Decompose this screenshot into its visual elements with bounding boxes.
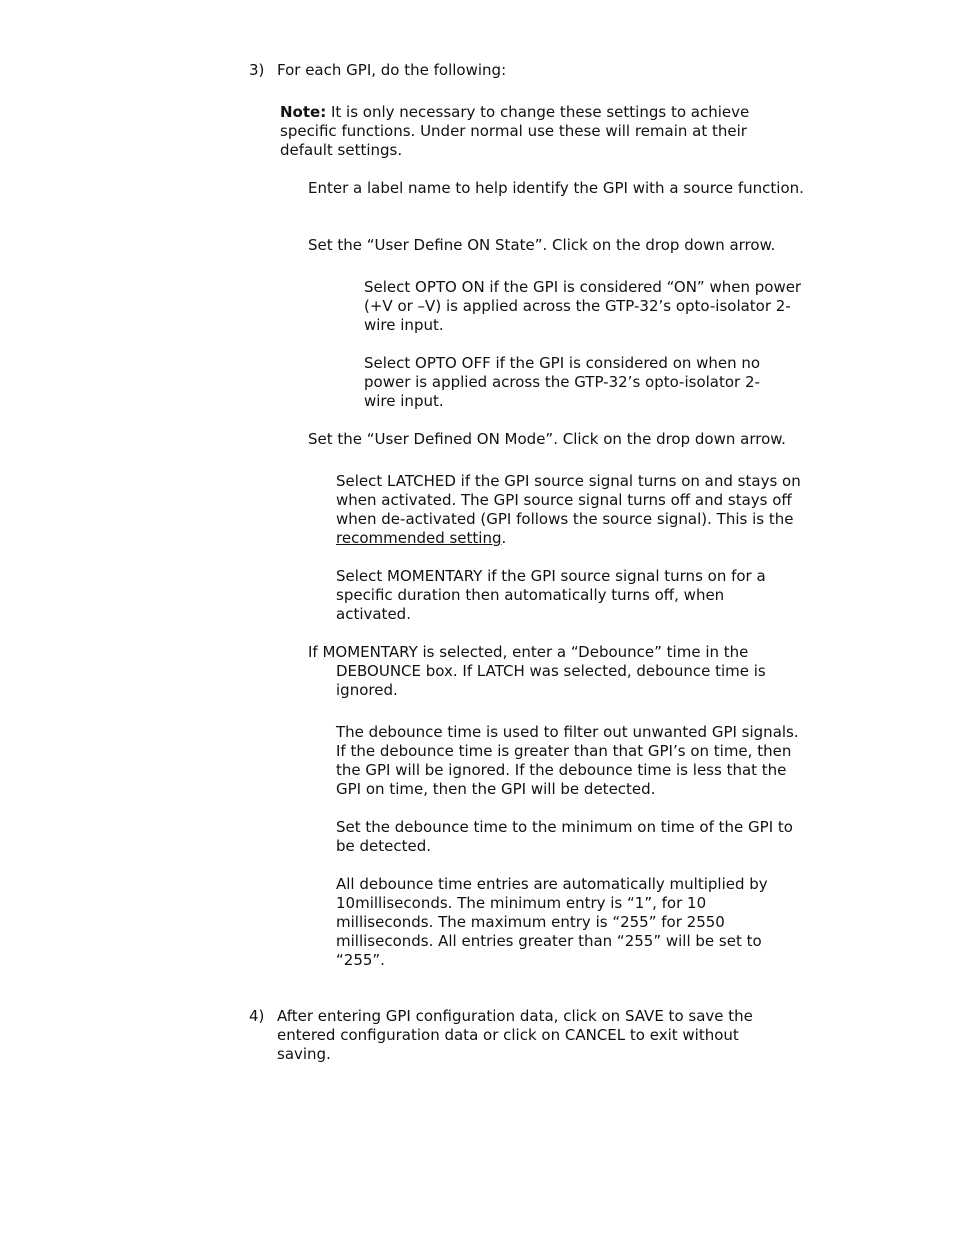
on-mode-instruction: Set the “User Defined ON Mode”. Click on the drop down arrow.: [308, 430, 786, 448]
on-state-instruction: Set the “User Define ON State”. Click on the drop down arrow.: [308, 236, 776, 254]
note-label: Note:: [280, 103, 327, 121]
step-4-text: After entering GPI configuration data, click on SAVE to save the entered configuration data or click on CANCEL to exit without saving.: [277, 1007, 753, 1063]
step-3: [249, 61, 809, 80]
debounce-entries-paragraph: All debounce time entries are automatically multiplied by 10milliseconds. The minimum entry is “1”, for 10 milliseconds. The maximum entry is “255” for 2550 milliseconds. All entries greater than “255” will be set to “255”.: [336, 875, 768, 969]
debounce-instruction: If MOMENTARY is selected, enter a “Debounce” time in the DEBOUNCE box. If LATCH was selected, debounce time is ignored.: [308, 643, 766, 699]
debounce-minimum-paragraph: Set the debounce time to the minimum on time of the GPI to be detected.: [336, 818, 793, 855]
step-3-number: 3): [249, 61, 265, 79]
latched-end: .: [501, 529, 507, 547]
momentary-paragraph: Select MOMENTARY if the GPI source signal turns on for a specific duration then automatically turns off, when activated.: [336, 567, 766, 623]
note-text: It is only necessary to change these settings to achieve specific functions. Under normal use these will remain at their default settings.: [280, 103, 750, 159]
step-3-text: For each GPI, do the following:: [277, 61, 507, 79]
recommended-setting-text: recommended setting: [336, 529, 502, 547]
latched-paragraph: [336, 472, 811, 548]
label-instruction: Enter a label name to help identify the GPI with a source function.: [308, 179, 804, 197]
opto-on-paragraph: Select OPTO ON if the GPI is considered “ON” when power (+V or –V) is applied across the GTP-32’s opto-isolator 2-wire input.: [364, 278, 802, 334]
step-4: [249, 1007, 794, 1064]
latched-text: Select LATCHED if the GPI source signal turns on and stays on when activated. The GPI source signal turns off and stays off when de-activated (GPI follows the source signal). This is the: [336, 472, 801, 528]
opto-off-paragraph: Select OPTO OFF if the GPI is considered on when no power is applied across the GTP-32’s opto-isolator 2-wire input.: [364, 354, 761, 410]
debounce-filter-paragraph: The debounce time is used to filter out unwanted GPI signals. If the debounce time is greater than that GPI’s on time, then the GPI will be ignored. If the debounce time is less that the GPI on time, then the GPI will be detected.: [336, 723, 799, 798]
note-paragraph: [280, 103, 790, 160]
step-4-number: 4): [249, 1007, 265, 1025]
